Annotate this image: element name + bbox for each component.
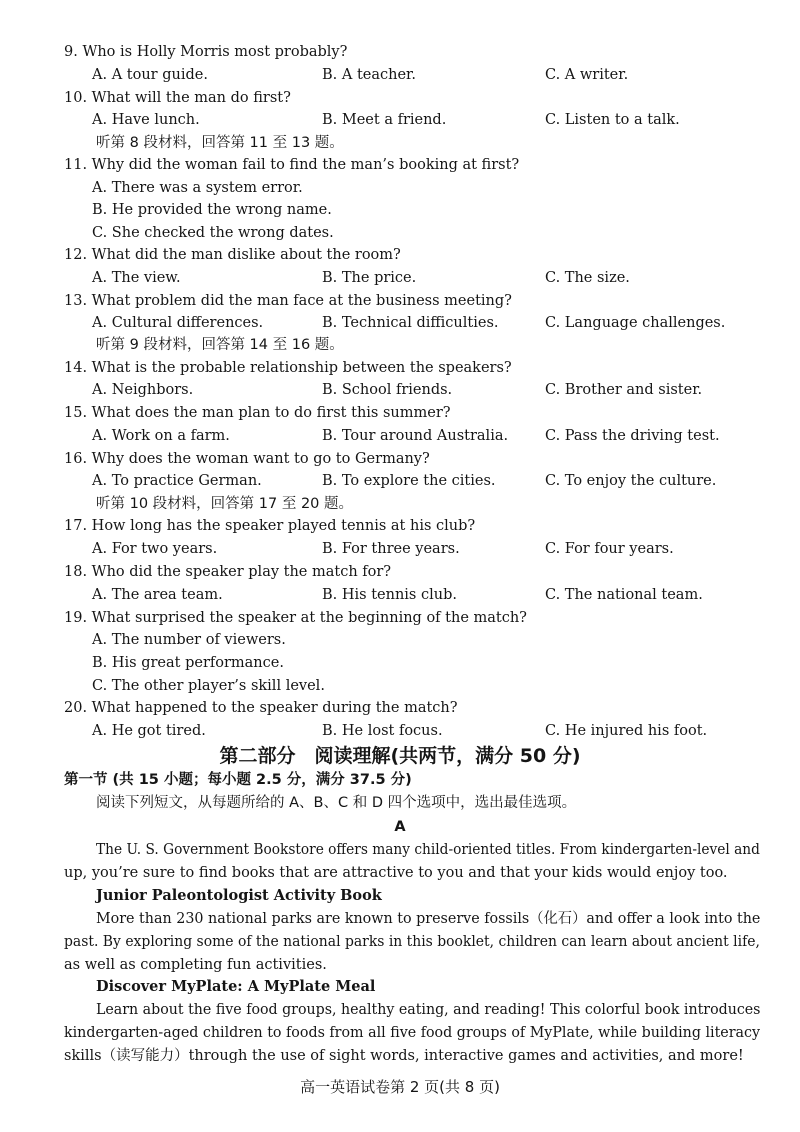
q17-option-a: A. For two years. — [92, 541, 218, 557]
q16-option-b: B. To explore the cities. — [322, 473, 496, 489]
page-footer: 高一英语试卷第 2 页(共 8 页) — [300, 1078, 500, 1096]
q9-option-c: C. A writer. — [545, 67, 629, 83]
q10-option-c: C. Listen to a talk. — [545, 112, 680, 128]
q18-option-b: B. His tennis club. — [322, 587, 457, 603]
reading-directions: 阅读下列短文，从每题所给的 A、B、C 和 D 四个选项中，选出最佳选项。 — [96, 795, 577, 811]
q12-option-a: A. The view. — [92, 270, 181, 286]
instruction-material-10: 听第 10 段材料，回答第 17 至 20 题。 — [96, 496, 354, 512]
q16-option-a: A. To practice German. — [92, 473, 262, 489]
book1-line-1: More than 230 national parks are known to preserve fossils（化石）and offer a look into the — [96, 911, 761, 927]
question-20: 20. What happened to the speaker during the match? — [64, 700, 458, 716]
q14-option-a: A. Neighbors. — [92, 382, 194, 398]
q15-option-c: C. Pass the driving test. — [545, 428, 720, 444]
q12-option-c: C. The size. — [545, 270, 630, 286]
q18-option-c: C. The national team. — [545, 587, 703, 603]
book-title-paleontologist: Junior Paleontologist Activity Book — [96, 887, 382, 904]
q11-option-b: B. He provided the wrong name. — [92, 202, 332, 218]
question-14: 14. What is the probable relationship between the speakers? — [64, 360, 512, 376]
question-12: 12. What did the man dislike about the room? — [64, 247, 401, 263]
q19-option-b: B. His great performance. — [92, 655, 284, 671]
question-13: 13. What problem did the man face at the business meeting? — [64, 293, 512, 309]
question-17: 17. How long has the speaker played tennis at his club? — [64, 518, 476, 534]
q17-option-b: B. For three years. — [322, 541, 460, 557]
q18-option-a: A. The area team. — [92, 587, 223, 603]
q15-option-b: B. Tour around Australia. — [322, 428, 509, 444]
q15-option-a: A. Work on a farm. — [92, 428, 230, 444]
q20-option-c: C. He injured his foot. — [545, 723, 708, 739]
q14-option-b: B. School friends. — [322, 382, 453, 398]
question-16: 16. Why does the woman want to go to Germany? — [64, 451, 430, 467]
question-9: 9. Who is Holly Morris most probably? — [64, 44, 348, 60]
q9-option-b: B. A teacher. — [322, 67, 416, 83]
q14-option-c: C. Brother and sister. — [545, 382, 703, 398]
q13-option-a: A. Cultural differences. — [92, 315, 264, 331]
q10-option-b: B. Meet a friend. — [322, 112, 447, 128]
question-15: 15. What does the man plan to do first this summer? — [64, 405, 451, 421]
q11-option-c: C. She checked the wrong dates. — [92, 225, 334, 241]
q10-option-a: A. Have lunch. — [92, 112, 200, 128]
book2-line-1: Learn about the five food groups, healthy eating, and reading! This colorful book introduces — [96, 1002, 761, 1018]
q11-option-a: A. There was a system error. — [92, 180, 303, 196]
passage-label: A — [394, 819, 406, 835]
q16-option-c: C. To enjoy the culture. — [545, 473, 717, 489]
instruction-material-8: 听第 8 段材料，回答第 11 至 13 题。 — [96, 135, 344, 151]
q20-option-a: A. He got tired. — [92, 723, 206, 739]
q9-option-a: A. A tour guide. — [92, 67, 208, 83]
q17-option-c: C. For four years. — [545, 541, 674, 557]
q13-option-c: C. Language challenges. — [545, 315, 726, 331]
q19-option-c: C. The other player’s skill level. — [92, 678, 325, 694]
q20-option-b: B. He lost focus. — [322, 723, 443, 739]
book1-line-2: past. By exploring some of the national parks in this booklet, children can learn about ancient life, — [64, 934, 760, 950]
question-11: 11. Why did the woman fail to find the man’s booking at first? — [64, 157, 520, 173]
book2-line-2: kindergarten-aged children to foods from all five food groups of MyPlate, while building literacy — [64, 1025, 761, 1041]
section-one-heading: 第一节 (共 15 小题；每小题 2.5 分，满分 37.5 分) — [64, 772, 412, 788]
question-18: 18. Who did the speaker play the match for? — [64, 564, 392, 580]
question-10: 10. What will the man do first? — [64, 90, 291, 106]
book-title-myplate: Discover MyPlate: A MyPlate Meal — [96, 978, 376, 995]
q19-option-a: A. The number of viewers. — [92, 632, 286, 648]
book1-line-3: as well as completing fun activities. — [64, 957, 327, 973]
passage-intro-line-2: up, you’re sure to find books that are attractive to you and that your kids would enjoy too. — [64, 865, 728, 881]
q12-option-b: B. The price. — [322, 270, 417, 286]
question-19: 19. What surprised the speaker at the beginning of the match? — [64, 610, 527, 626]
passage-intro-line-1: The U. S. Government Bookstore offers many child-oriented titles. From kindergarten-level and — [96, 842, 760, 858]
part-two-heading: 第二部分 阅读理解(共两节，满分 50 分) — [219, 745, 581, 767]
instruction-material-9: 听第 9 段材料，回答第 14 至 16 题。 — [96, 337, 344, 353]
q13-option-b: B. Technical difficulties. — [322, 315, 499, 331]
book2-line-3: skills（读写能力）through the use of sight words, interactive games and activities, and more! — [64, 1048, 744, 1064]
